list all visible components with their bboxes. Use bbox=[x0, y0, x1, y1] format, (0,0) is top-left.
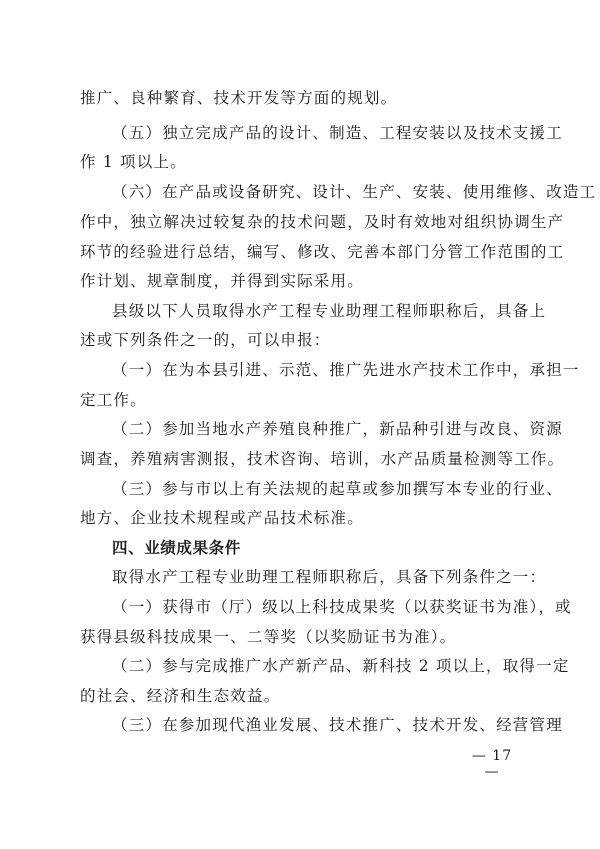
text-line: （一）在为本县引进、示范、推广先进水产技术工作中，承担一 bbox=[112, 361, 580, 379]
section-heading: 四、业绩成果条件 bbox=[112, 539, 241, 557]
text-line: （二）参与完成推广水产新产品、新科技 2 项以上，取得一定 bbox=[112, 657, 570, 675]
text-line: 定工作。 bbox=[80, 391, 147, 409]
text-line: 县级以下人员取得水产工程专业助理工程师职称后，具备上 bbox=[112, 302, 547, 320]
text-line: （三）在参加现代渔业发展、技术推广、技术开发、经营管理 bbox=[112, 716, 563, 734]
text-line: 作 1 项以上。 bbox=[80, 153, 187, 171]
text-line: （五）独立完成产品的设计、制造、工程安装以及技术支援工 bbox=[112, 124, 563, 142]
text-line: 推广、良种繁育、技术开发等方面的规划。 bbox=[80, 89, 398, 107]
text-line: 作中，独立解决过较复杂的技术问题，及时有效地对组织协调生产 bbox=[80, 213, 565, 231]
text-line: 述或下列条件之一的，可以申报： bbox=[80, 331, 331, 349]
text-line: （六）在产品或设备研究、设计、生产、安装、使用维修、改造工 bbox=[112, 183, 597, 201]
text-line: 调查，养殖病害测报，技术咨询、培训，水产品质量检测等工作。 bbox=[80, 450, 565, 468]
text-line: 环节的经验进行总结，编写、修改、完善本部门分管工作范围的工 bbox=[80, 243, 565, 261]
text-line: 取得水产工程专业助理工程师职称后，具备下列条件之一： bbox=[112, 568, 547, 586]
page-number: — 17 — bbox=[471, 748, 513, 780]
text-line: （二）参加当地水产养殖良种推广，新品种引进与改良、资源 bbox=[112, 420, 563, 438]
text-line: （三）参与市以上有关法规的起草或参加撰写本专业的行业、 bbox=[112, 480, 563, 498]
text-line: 获得县级科技成果一、二等奖（以奖励证书为准）。 bbox=[80, 628, 457, 646]
text-line: 的社会、经济和生态效益。 bbox=[80, 687, 281, 705]
text-line: 作计划、规章制度，并得到实际采用。 bbox=[80, 272, 364, 290]
text-line: （一）获得市（厅）级以上科技成果奖（以获奖证书为准），或 bbox=[112, 598, 572, 616]
text-line: 地方、企业技术规程或产品技术标准。 bbox=[80, 509, 364, 527]
